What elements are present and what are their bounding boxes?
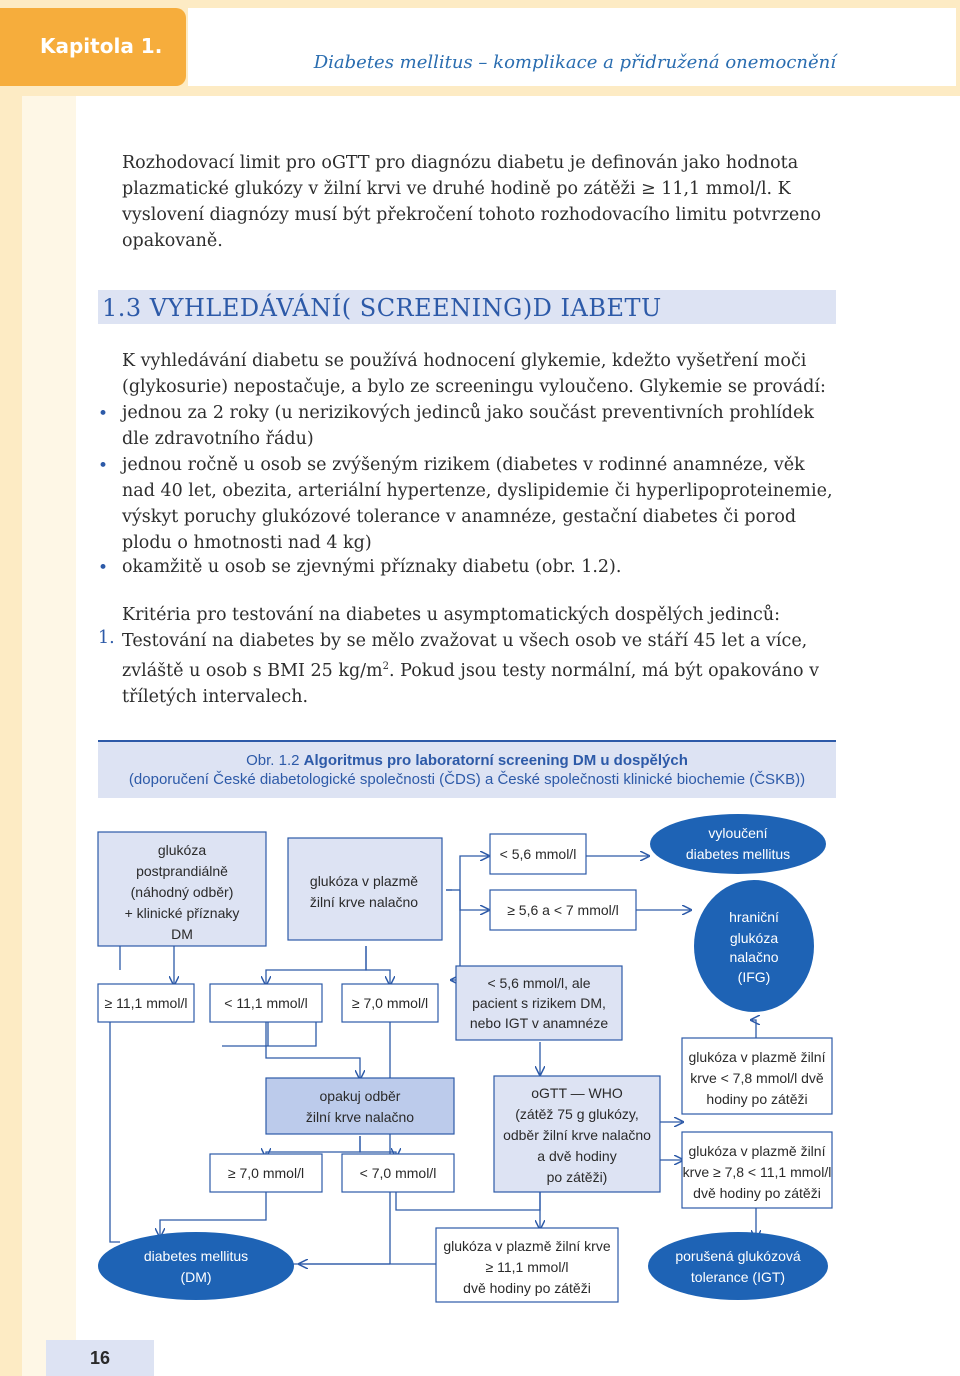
node-text: < 7,0 mmol/l (359, 1165, 437, 1181)
node-text: ≥ 11,1 mmol/l (485, 1259, 569, 1275)
node-text: odběr žilní krve nalačno (503, 1127, 651, 1143)
node-text: diabetes mellitus (685, 846, 791, 862)
node-text: hodiny po zátěži (706, 1091, 808, 1107)
node-text: žilní krve nalačno (309, 894, 419, 910)
node-repeat-draw (266, 1078, 454, 1134)
bullet-item: jednou ročně u osob se zvýšeným rizikem (diabetes v rodinné anamnéze, věk nad 40 let, obezita, arteriální hypertenze, dyslipidemie či hyperlipoproteinemie, výskyt poruchy glukózové tolerance v anamnéze, gestační diabetes či porod plodu o hmotnosti nad 4 kg) (122, 455, 833, 553)
node-text: ≥ 11,1 mmol/l (104, 995, 188, 1011)
node-igt (648, 1232, 828, 1300)
bullet-item: jednou za 2 roky (u nerizikových jedinců jako součást preventivních prohlídek dle zdravotního řádu) (122, 403, 814, 449)
node-text: pacient s rizikem DM, (472, 995, 606, 1011)
criteria-sup: 2 (382, 661, 390, 672)
running-title: Diabetes mellitus – komplikace a přidružená onemocnění (313, 52, 836, 73)
section-lead: K vyhledávání diabetu se používá hodnocení glykemie, kdežto vyšetření moči (glykosurie) nepostačuje, a bylo ze screeningu vyloučeno. Glykemie se provádí: (122, 351, 826, 397)
node-text: diabetes mellitus (143, 1248, 249, 1264)
node-ifg (694, 880, 814, 1012)
node-text: nebo IGT v anamnéze (469, 1015, 609, 1031)
criteria-item (122, 628, 838, 710)
node-text: (DM) (180, 1269, 212, 1285)
criteria-text-b: . Pokud jsou testy normální, má být opakováno v tříletých intervalech. (122, 660, 819, 707)
node-text: < 11,1 mmol/l (224, 995, 308, 1011)
node-text: (IFG) (737, 969, 771, 985)
node-text: ≥ 7,0 mmol/l (351, 995, 429, 1011)
node-text: glukóza v plazmě žilní (688, 1049, 826, 1065)
node-text: dvě hodiny po zátěži (693, 1185, 821, 1201)
node-text: + klinické příznaky (124, 905, 240, 921)
node-text: porušená glukózová (675, 1248, 801, 1264)
node-text: glukóza (729, 930, 779, 946)
node-text: nalačno (729, 949, 779, 965)
node-text: glukóza v plazmě žilní (688, 1143, 826, 1159)
node-text: glukóza (157, 842, 207, 858)
criteria-text-a: Testování na diabetes by se mělo zvažovat u všech osob ve stáří 45 let a více, zvláště u osob s BMI 25 kg/m (122, 631, 808, 681)
node-text: ≥ 5,6 a < 7 mmol/l (507, 902, 619, 918)
node-text: oGTT — WHO (531, 1085, 623, 1101)
page-number: 16 (90, 1348, 111, 1368)
bullet-marker: • (98, 456, 109, 476)
node-text: dvě hodiny po zátěži (463, 1280, 591, 1296)
node-text: krve ≥ 7,8 < 11,1 mmol/l (682, 1164, 832, 1180)
node-text: glukóza v plazmě (309, 873, 419, 889)
node-text: postprandiálně (136, 863, 228, 879)
criteria-heading: Kritéria pro testování na diabetes u asymptomatických dospělých jedinců: (122, 605, 781, 625)
node-diabetes-excluded (650, 814, 826, 874)
node-text: krve < 7,8 mmol/l dvě (690, 1070, 824, 1086)
node-text: opakuj odběr (319, 1088, 401, 1104)
figure-caption-title: Algoritmus pro laboratorní screening DM u dospělých (303, 752, 688, 769)
figure-caption-subtitle: (doporučení České diabetologické společnosti (ČDS) a České společnosti klinické biochemie (ČSKB)) (128, 771, 806, 788)
node-text: < 5,6 mmol/l, ale (487, 975, 591, 991)
figure-caption (98, 740, 836, 798)
bullet-item: okamžitě u osob se zjevnými příznaky diabetu (obr. 1.2). (122, 557, 622, 577)
screening-flowchart (0, 800, 960, 1320)
node-text: < 5,6 mmol/l (499, 846, 577, 862)
node-text: (náhodný odběr) (130, 884, 234, 900)
node-fasting-glucose (288, 838, 442, 940)
node-text: tolerance (IGT) (690, 1269, 786, 1285)
node-text: a dvě hodiny (537, 1148, 617, 1164)
intro-paragraph: Rozhodovací limit pro oGTT pro diagnózu diabetu je definován jako hodnota plazmatické glukózy v žilní krvi ve druhé hodině po zátěži ≥ 11,1 mmol/l. K vyslovení diagnózy musí být překročení tohoto rozhodovacího limitu potvrzeno opakovaně. (122, 153, 822, 251)
bullet-marker: • (98, 404, 109, 424)
running-title-bar (188, 8, 956, 86)
node-text: (zátěž 75 g glukózy, (515, 1106, 639, 1122)
figure-caption-prefix: Obr. 1.2 (246, 752, 304, 769)
node-text: DM (171, 926, 193, 942)
criteria-number: 1. (98, 628, 115, 648)
node-text: ≥ 7,0 mmol/l (227, 1165, 305, 1181)
node-text: hraniční (729, 909, 779, 925)
node-text: žilní krve nalačno (305, 1109, 415, 1125)
node-diabetes-mellitus (98, 1232, 294, 1300)
node-text: glukóza v plazmě žilní krve (443, 1238, 611, 1254)
node-text: vyloučení (708, 825, 768, 841)
bullet-marker: • (98, 558, 109, 578)
chapter-label: Kapitola 1. (40, 34, 163, 58)
section-title: 1.3 VYHLEDÁVÁNÍ( SCREENING)D IABETU (102, 294, 662, 322)
node-text: po zátěži) (546, 1169, 608, 1185)
